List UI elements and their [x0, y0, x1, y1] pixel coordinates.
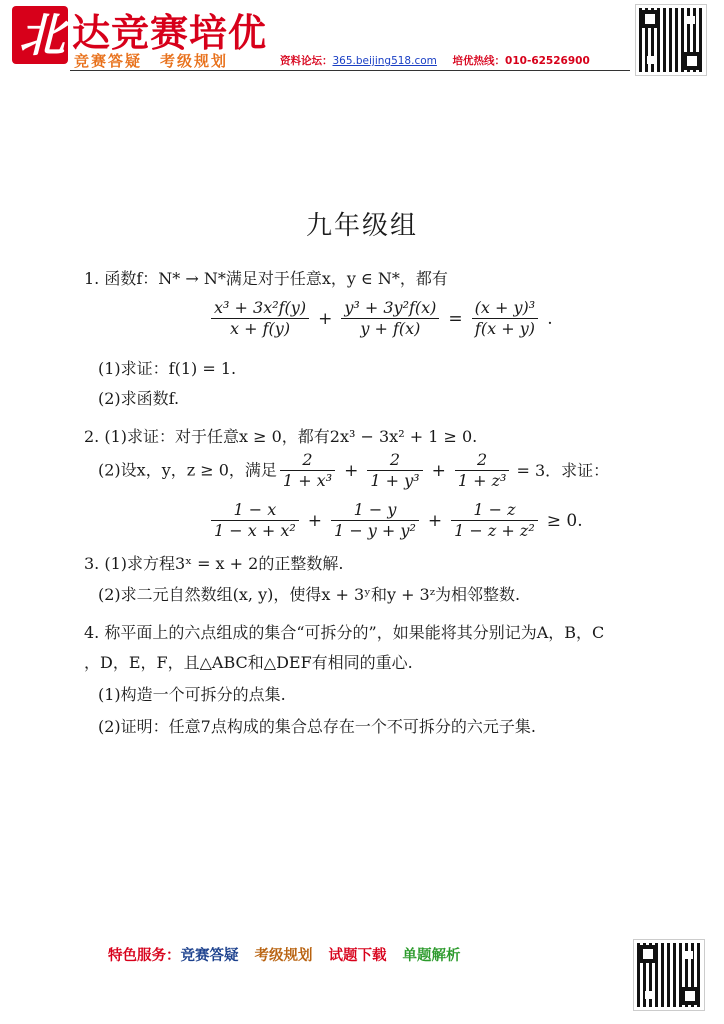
fraction	[472, 298, 539, 339]
fraction	[280, 450, 335, 491]
numerator: 2	[455, 450, 510, 471]
qr-code-icon	[634, 940, 704, 1010]
problem-2-part-1: 2. (1)求证：对于任意x ≥ 0，都有2x³ − 3x² + 1 ≥ 0.	[84, 427, 478, 446]
tag-grading-plan: 考级规划	[160, 52, 229, 70]
problem-1-part-2: (2)求函数f.	[98, 389, 180, 408]
numerator: 2	[280, 450, 335, 471]
condition-tail: = 3．求证：	[516, 460, 610, 480]
numerator: 2	[367, 450, 422, 471]
plus-sign: +	[344, 460, 359, 481]
fraction	[455, 450, 510, 491]
header-divider	[70, 70, 630, 71]
problem-3-part-2: (2)求二元自然数组(x, y)，使得x + 3ʸ和y + 3ᶻ为相邻整数.	[98, 585, 521, 604]
hotline-label: 培优热线：	[452, 55, 506, 67]
denominator: 1 + y³	[370, 471, 420, 490]
period: .	[547, 308, 553, 329]
problem-1-intro: 1. 函数f：N* → N*满足对于任意x，y ∈ N*，都有	[84, 269, 448, 288]
numerator: x³ + 3x²f(y)	[211, 298, 309, 319]
qr-code-icon	[636, 5, 706, 75]
numerator: 1 − z	[451, 500, 538, 521]
problem-4-line-2: ，D，E，F，且△ABC和△DEF有相同的重心.	[84, 653, 413, 672]
footer-lead: 特色服务：	[108, 948, 181, 964]
service-exam-download[interactable]: 试题下载	[328, 948, 387, 964]
plus-sign: +	[431, 460, 446, 481]
numerator: (x + y)³	[472, 298, 539, 319]
denominator: y + f(x)	[360, 319, 421, 338]
problem-1-equation	[208, 298, 559, 339]
section-title: 九年级组	[305, 211, 418, 241]
service-problem-analysis[interactable]: 单题解析	[402, 948, 461, 964]
problem-2-part-2	[98, 450, 609, 491]
problem-2-inequality	[208, 500, 589, 541]
denominator: 1 + z³	[457, 471, 507, 490]
plus-sign: +	[427, 510, 443, 531]
plus-sign: +	[318, 308, 333, 329]
denominator: 1 − x + x²	[214, 521, 296, 540]
forum-link[interactable]: 365.beijing518.com	[332, 55, 437, 67]
problem-4-line-1: 4. 称平面上的六点组成的集合“可拆分的”，如果能将其分别记为A，B，C	[84, 623, 605, 642]
denominator: x + f(y)	[230, 319, 291, 338]
problem-1-part-1: (1)求证：f(1) = 1.	[98, 359, 237, 378]
problem-4-part-1: (1)构造一个可拆分的点集.	[98, 685, 286, 704]
contact-info	[280, 53, 590, 68]
footer-services	[108, 944, 461, 965]
fraction	[451, 500, 538, 541]
service-grading-plan[interactable]: 考级规划	[254, 948, 313, 964]
denominator: 1 − z + z²	[454, 521, 535, 540]
denominator: 1 − y + y²	[334, 521, 416, 540]
brand-name: 达竞赛培优	[72, 11, 268, 55]
fraction	[331, 500, 419, 541]
fraction	[211, 500, 299, 541]
brand-tags	[74, 50, 228, 71]
fraction	[211, 298, 309, 339]
fraction	[367, 450, 422, 491]
tag-competition-qa: 竞赛答疑	[74, 52, 143, 70]
equals-sign: =	[448, 308, 463, 329]
service-competition-qa[interactable]: 竞赛答疑	[180, 948, 239, 964]
plus-sign: +	[307, 510, 323, 531]
fraction	[341, 298, 439, 339]
inequality-tail: ≥ 0.	[546, 510, 583, 531]
forum-label: 资料论坛：	[280, 55, 333, 67]
problem-4-part-2: (2)证明：任意7点构成的集合总存在一个不可拆分的六元子集.	[98, 717, 536, 736]
brand-logo: 北	[12, 6, 68, 64]
numerator: y³ + 3y²f(x)	[341, 298, 439, 319]
problem-2-part-2-lead: (2)设x，y，z ≥ 0，满足	[98, 460, 277, 480]
hotline-number: 010-62526900	[505, 55, 590, 67]
numerator: 1 − y	[331, 500, 419, 521]
problem-3-part-1: 3. (1)求方程3ˣ = x + 2的正整数解.	[84, 554, 344, 573]
denominator: f(x + y)	[474, 319, 535, 338]
denominator: 1 + x³	[282, 471, 333, 490]
numerator: 1 − x	[211, 500, 299, 521]
